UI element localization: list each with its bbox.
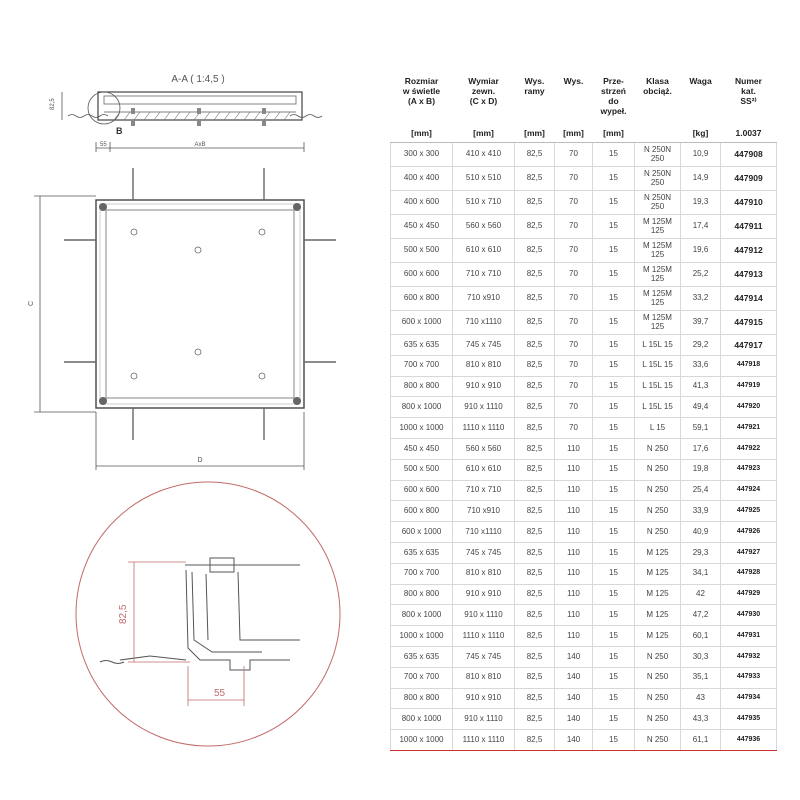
- catalog-number-cell: 447910: [721, 191, 777, 215]
- table-cell: 15: [593, 215, 635, 239]
- table-cell: 33,6: [681, 355, 721, 376]
- table-cell: 15: [593, 563, 635, 584]
- table-cell: 47,2: [681, 605, 721, 626]
- column-header: Rozmiar w świetle (A x B): [402, 76, 441, 106]
- table-cell: 41,3: [681, 376, 721, 397]
- table-cell: 700 x 700: [391, 563, 453, 584]
- table-cell: 15: [593, 480, 635, 501]
- plan-view: [28, 168, 336, 470]
- table-cell: 15: [593, 167, 635, 191]
- table-cell: 29,3: [681, 542, 721, 563]
- table-cell: 15: [593, 459, 635, 480]
- table-cell: 745 x 745: [453, 646, 515, 667]
- table-cell: 70: [555, 355, 593, 376]
- table-cell: 39,7: [681, 311, 721, 335]
- table-cell: 42: [681, 584, 721, 605]
- table-cell: 610 x 610: [453, 459, 515, 480]
- table-cell: 15: [593, 542, 635, 563]
- table-cell: 14,9: [681, 167, 721, 191]
- table-cell: 710 x 710: [453, 480, 515, 501]
- table-cell: 110: [555, 563, 593, 584]
- table-cell: 82,5: [515, 584, 555, 605]
- table-cell: 70: [555, 167, 593, 191]
- table-cell: 70: [555, 418, 593, 439]
- table-cell: 40,9: [681, 522, 721, 543]
- table-row: [391, 418, 777, 439]
- table-cell: 70: [555, 287, 593, 311]
- catalog-number-cell: 447919: [721, 376, 777, 397]
- table-row: [391, 335, 777, 356]
- table-cell: 15: [593, 522, 635, 543]
- table-cell: 70: [555, 376, 593, 397]
- catalog-number-cell: 447908: [721, 143, 777, 167]
- catalog-number-cell: 447918: [721, 355, 777, 376]
- table-cell: 82,5: [515, 542, 555, 563]
- table-row: [391, 263, 777, 287]
- table-cell: 510 x 510: [453, 167, 515, 191]
- dim-55-label: 55: [100, 142, 107, 148]
- table-cell: 15: [593, 191, 635, 215]
- table-row: [391, 438, 777, 459]
- column-header: Numer kat. SS²⁾: [735, 76, 762, 106]
- table-cell: 110: [555, 542, 593, 563]
- table-cell: M 125: [635, 542, 681, 563]
- table-cell: M 125: [635, 626, 681, 647]
- table-cell: 450 x 450: [391, 215, 453, 239]
- unit-header: [mm]: [391, 124, 453, 143]
- table-cell: 82,5: [515, 688, 555, 709]
- table-cell: 110: [555, 522, 593, 543]
- unit-header: 1.0037: [721, 124, 777, 143]
- column-header: Prze- strzeń do wypeł.: [600, 76, 627, 116]
- table-cell: 15: [593, 263, 635, 287]
- catalog-number-cell: 447930: [721, 605, 777, 626]
- table-cell: 400 x 400: [391, 167, 453, 191]
- table-cell: 15: [593, 626, 635, 647]
- table-cell: 140: [555, 667, 593, 688]
- table-cell: 600 x 800: [391, 501, 453, 522]
- table-cell: 140: [555, 730, 593, 751]
- table-cell: 600 x 1000: [391, 522, 453, 543]
- dim-c-label: C: [28, 300, 35, 306]
- table-cell: 560 x 560: [453, 215, 515, 239]
- table-cell: 15: [593, 709, 635, 730]
- column-header: Klasa obciąż.: [643, 76, 672, 96]
- catalog-number-cell: 447932: [721, 646, 777, 667]
- table-cell: 82,5: [515, 605, 555, 626]
- table-row: [391, 480, 777, 501]
- table-cell: N 250: [635, 667, 681, 688]
- catalog-number-cell: 447913: [721, 263, 777, 287]
- table-cell: 82,5: [515, 287, 555, 311]
- table-cell: 82,5: [515, 438, 555, 459]
- table-cell: M 125M 125: [635, 263, 681, 287]
- table-cell: 745 x 745: [453, 335, 515, 356]
- table-cell: 635 x 635: [391, 646, 453, 667]
- table-cell: M 125M 125: [635, 287, 681, 311]
- table-cell: 82,5: [515, 311, 555, 335]
- detail-dim-height: 82,5: [118, 604, 129, 624]
- table-cell: 800 x 800: [391, 584, 453, 605]
- table-row: [391, 542, 777, 563]
- catalog-number-cell: 447924: [721, 480, 777, 501]
- table-cell: 635 x 635: [391, 542, 453, 563]
- table-cell: 82,5: [515, 480, 555, 501]
- table-cell: 70: [555, 215, 593, 239]
- column-header: Wys.: [563, 76, 584, 86]
- table-cell: 17,6: [681, 438, 721, 459]
- catalog-number-cell: 447909: [721, 167, 777, 191]
- table-cell: 82,5: [515, 667, 555, 688]
- table-cell: 82,5: [515, 563, 555, 584]
- table-cell: 10,9: [681, 143, 721, 167]
- table-cell: N 250: [635, 459, 681, 480]
- table-cell: 82,5: [515, 355, 555, 376]
- table-cell: 800 x 800: [391, 376, 453, 397]
- table-cell: 60,1: [681, 626, 721, 647]
- table-cell: 82,5: [515, 501, 555, 522]
- table-cell: M 125: [635, 605, 681, 626]
- table-cell: 710 x910: [453, 287, 515, 311]
- table-cell: 800 x 1000: [391, 605, 453, 626]
- table-cell: 300 x 300: [391, 143, 453, 167]
- table-cell: 82,5: [515, 263, 555, 287]
- table-cell: 43: [681, 688, 721, 709]
- table-cell: N 250: [635, 522, 681, 543]
- catalog-number-cell: 447933: [721, 667, 777, 688]
- detail-dim-width: 55: [214, 688, 226, 699]
- table-cell: 82,5: [515, 626, 555, 647]
- catalog-number-cell: 447912: [721, 239, 777, 263]
- table-cell: 560 x 560: [453, 438, 515, 459]
- table-cell: 510 x 710: [453, 191, 515, 215]
- table-cell: 43,3: [681, 709, 721, 730]
- table-cell: 34,1: [681, 563, 721, 584]
- unit-header: [kg]: [681, 124, 721, 143]
- table-cell: 82,5: [515, 239, 555, 263]
- table-row: [391, 191, 777, 215]
- table-cell: 700 x 700: [391, 667, 453, 688]
- table-cell: 30,3: [681, 646, 721, 667]
- table-row: [391, 501, 777, 522]
- table-cell: 15: [593, 287, 635, 311]
- unit-header: [mm]: [593, 124, 635, 143]
- catalog-number-cell: 447920: [721, 397, 777, 418]
- catalog-number-cell: 447927: [721, 542, 777, 563]
- table-cell: 745 x 745: [453, 542, 515, 563]
- unit-header: [mm]: [555, 124, 593, 143]
- table-cell: 70: [555, 263, 593, 287]
- table-cell: 82,5: [515, 143, 555, 167]
- table-cell: 15: [593, 397, 635, 418]
- table-row: [391, 584, 777, 605]
- table-cell: 1110 x 1110: [453, 418, 515, 439]
- table-cell: 110: [555, 438, 593, 459]
- table-cell: 25,4: [681, 480, 721, 501]
- table-cell: 710 x910: [453, 501, 515, 522]
- unit-header: [635, 124, 681, 143]
- table-cell: 140: [555, 709, 593, 730]
- table-cell: L 15L 15: [635, 376, 681, 397]
- column-header: Wys. ramy: [524, 76, 545, 96]
- table-cell: N 250: [635, 501, 681, 522]
- table-cell: L 15L 15: [635, 355, 681, 376]
- table-cell: 140: [555, 646, 593, 667]
- table-cell: 29,2: [681, 335, 721, 356]
- catalog-number-cell: 447934: [721, 688, 777, 709]
- detail-view: [76, 482, 340, 746]
- catalog-number-cell: 447926: [721, 522, 777, 543]
- table-cell: N 250: [635, 688, 681, 709]
- table-row: [391, 215, 777, 239]
- units-row: [391, 124, 777, 143]
- table-cell: 710 x1110: [453, 311, 515, 335]
- section-view: [50, 74, 322, 152]
- table-cell: 910 x 910: [453, 376, 515, 397]
- table-cell: 910 x 910: [453, 584, 515, 605]
- table-cell: 15: [593, 667, 635, 688]
- table-cell: M 125M 125: [635, 311, 681, 335]
- table-cell: N 250: [635, 480, 681, 501]
- catalog-number-cell: 447921: [721, 418, 777, 439]
- table-cell: 33,2: [681, 287, 721, 311]
- table-cell: 710 x1110: [453, 522, 515, 543]
- table-cell: 15: [593, 376, 635, 397]
- table-cell: 33,9: [681, 501, 721, 522]
- table-cell: 82,5: [515, 335, 555, 356]
- table-cell: 910 x 1110: [453, 605, 515, 626]
- table-cell: 610 x 610: [453, 239, 515, 263]
- table-row: [391, 688, 777, 709]
- table-cell: 600 x 800: [391, 287, 453, 311]
- catalog-number-cell: 447915: [721, 311, 777, 335]
- table-cell: 910 x 1110: [453, 397, 515, 418]
- table-cell: 15: [593, 688, 635, 709]
- table-cell: N 250N 250: [635, 191, 681, 215]
- table-cell: 600 x 1000: [391, 311, 453, 335]
- catalog-number-cell: 447925: [721, 501, 777, 522]
- table-cell: 15: [593, 646, 635, 667]
- table-cell: N 250: [635, 646, 681, 667]
- table-cell: 110: [555, 459, 593, 480]
- table-cell: 82,5: [515, 730, 555, 751]
- dim-height-label: 82,5: [50, 98, 56, 110]
- table-cell: 110: [555, 480, 593, 501]
- table-cell: 1110 x 1110: [453, 730, 515, 751]
- table-cell: 635 x 635: [391, 335, 453, 356]
- table-cell: 19,6: [681, 239, 721, 263]
- table-row: [391, 605, 777, 626]
- table-cell: 600 x 600: [391, 480, 453, 501]
- table-row: [391, 167, 777, 191]
- section-title: A-A ( 1:4,5 ): [171, 74, 225, 85]
- technical-drawing: [0, 0, 390, 800]
- column-header: Wymiar zewn. (C x D): [468, 76, 499, 106]
- detail-marker-b: B: [116, 126, 123, 136]
- catalog-number-cell: 447928: [721, 563, 777, 584]
- table-cell: 70: [555, 311, 593, 335]
- catalog-number-cell: 447929: [721, 584, 777, 605]
- table-cell: 17,4: [681, 215, 721, 239]
- table-cell: N 250: [635, 730, 681, 751]
- table-cell: 110: [555, 501, 593, 522]
- table-row: [391, 563, 777, 584]
- table-row: [391, 626, 777, 647]
- table-cell: 82,5: [515, 418, 555, 439]
- table-cell: 70: [555, 191, 593, 215]
- table-cell: 700 x 700: [391, 355, 453, 376]
- unit-header: [mm]: [453, 124, 515, 143]
- table-cell: 15: [593, 335, 635, 356]
- table-cell: 25,2: [681, 263, 721, 287]
- catalog-number-cell: 447911: [721, 215, 777, 239]
- catalog-number-cell: 447917: [721, 335, 777, 356]
- table-cell: 810 x 810: [453, 355, 515, 376]
- catalog-number-cell: 447914: [721, 287, 777, 311]
- table-row: [391, 143, 777, 167]
- table-cell: 82,5: [515, 376, 555, 397]
- table-cell: 110: [555, 626, 593, 647]
- table-cell: N 250N 250: [635, 167, 681, 191]
- table-cell: 82,5: [515, 167, 555, 191]
- table-row: [391, 459, 777, 480]
- catalog-number-cell: 447935: [721, 709, 777, 730]
- table-cell: M 125M 125: [635, 239, 681, 263]
- table-row: [391, 667, 777, 688]
- table-cell: 800 x 1000: [391, 397, 453, 418]
- table-row: [391, 287, 777, 311]
- table-cell: 61,1: [681, 730, 721, 751]
- table-cell: 15: [593, 355, 635, 376]
- table-cell: 70: [555, 397, 593, 418]
- table-cell: 70: [555, 143, 593, 167]
- table-cell: 15: [593, 605, 635, 626]
- table-cell: 82,5: [515, 397, 555, 418]
- table-cell: 410 x 410: [453, 143, 515, 167]
- table-row: [391, 730, 777, 751]
- table-cell: 910 x 1110: [453, 709, 515, 730]
- catalog-number-cell: 447936: [721, 730, 777, 751]
- table-cell: 110: [555, 584, 593, 605]
- table-cell: M 125: [635, 563, 681, 584]
- dim-axb-label: AxB: [194, 142, 206, 148]
- table-cell: 35,1: [681, 667, 721, 688]
- table-row: [391, 311, 777, 335]
- table-cell: 49,4: [681, 397, 721, 418]
- table-row: [391, 355, 777, 376]
- table-cell: 110: [555, 605, 593, 626]
- catalog-number-cell: 447931: [721, 626, 777, 647]
- unit-header: [mm]: [515, 124, 555, 143]
- table-cell: 15: [593, 501, 635, 522]
- column-header: Waga: [689, 76, 712, 86]
- table-cell: 800 x 1000: [391, 709, 453, 730]
- catalog-number-cell: 447922: [721, 438, 777, 459]
- table-cell: 500 x 500: [391, 459, 453, 480]
- table-cell: N 250: [635, 438, 681, 459]
- table-row: [391, 239, 777, 263]
- table-cell: 910 x 910: [453, 688, 515, 709]
- table-cell: 82,5: [515, 709, 555, 730]
- table-cell: 70: [555, 335, 593, 356]
- table-cell: 70: [555, 239, 593, 263]
- table-cell: 82,5: [515, 191, 555, 215]
- table-cell: 1110 x 1110: [453, 626, 515, 647]
- table-cell: 800 x 800: [391, 688, 453, 709]
- catalog-number-cell: 447923: [721, 459, 777, 480]
- table-cell: 400 x 600: [391, 191, 453, 215]
- table-cell: 1000 x 1000: [391, 418, 453, 439]
- table-cell: 15: [593, 418, 635, 439]
- table-cell: 15: [593, 584, 635, 605]
- table-cell: 15: [593, 730, 635, 751]
- table-cell: 59,1: [681, 418, 721, 439]
- table-cell: 82,5: [515, 522, 555, 543]
- table-row: [391, 646, 777, 667]
- table-cell: L 15L 15: [635, 335, 681, 356]
- table-cell: 82,5: [515, 646, 555, 667]
- table-cell: N 250: [635, 709, 681, 730]
- spec-table: [390, 72, 777, 751]
- table-cell: 810 x 810: [453, 563, 515, 584]
- table-cell: 15: [593, 143, 635, 167]
- table-row: [391, 397, 777, 418]
- header-row: [391, 72, 777, 124]
- table-cell: M 125: [635, 584, 681, 605]
- table-cell: 19,8: [681, 459, 721, 480]
- table-cell: 82,5: [515, 459, 555, 480]
- table-row: [391, 522, 777, 543]
- table-cell: 1000 x 1000: [391, 626, 453, 647]
- table-cell: 500 x 500: [391, 239, 453, 263]
- table-cell: 82,5: [515, 215, 555, 239]
- table-cell: 600 x 600: [391, 263, 453, 287]
- table-cell: 450 x 450: [391, 438, 453, 459]
- table-cell: 140: [555, 688, 593, 709]
- table-cell: 810 x 810: [453, 667, 515, 688]
- table-cell: 15: [593, 311, 635, 335]
- table-row: [391, 709, 777, 730]
- table-cell: 710 x 710: [453, 263, 515, 287]
- table-cell: 19,3: [681, 191, 721, 215]
- table-cell: N 250N 250: [635, 143, 681, 167]
- table-cell: L 15: [635, 418, 681, 439]
- table-cell: 1000 x 1000: [391, 730, 453, 751]
- table-cell: M 125M 125: [635, 215, 681, 239]
- table-cell: 15: [593, 239, 635, 263]
- table-row: [391, 376, 777, 397]
- dim-d-label: D: [197, 457, 203, 464]
- table-cell: L 15L 15: [635, 397, 681, 418]
- table-cell: 15: [593, 438, 635, 459]
- table-body: [391, 143, 777, 751]
